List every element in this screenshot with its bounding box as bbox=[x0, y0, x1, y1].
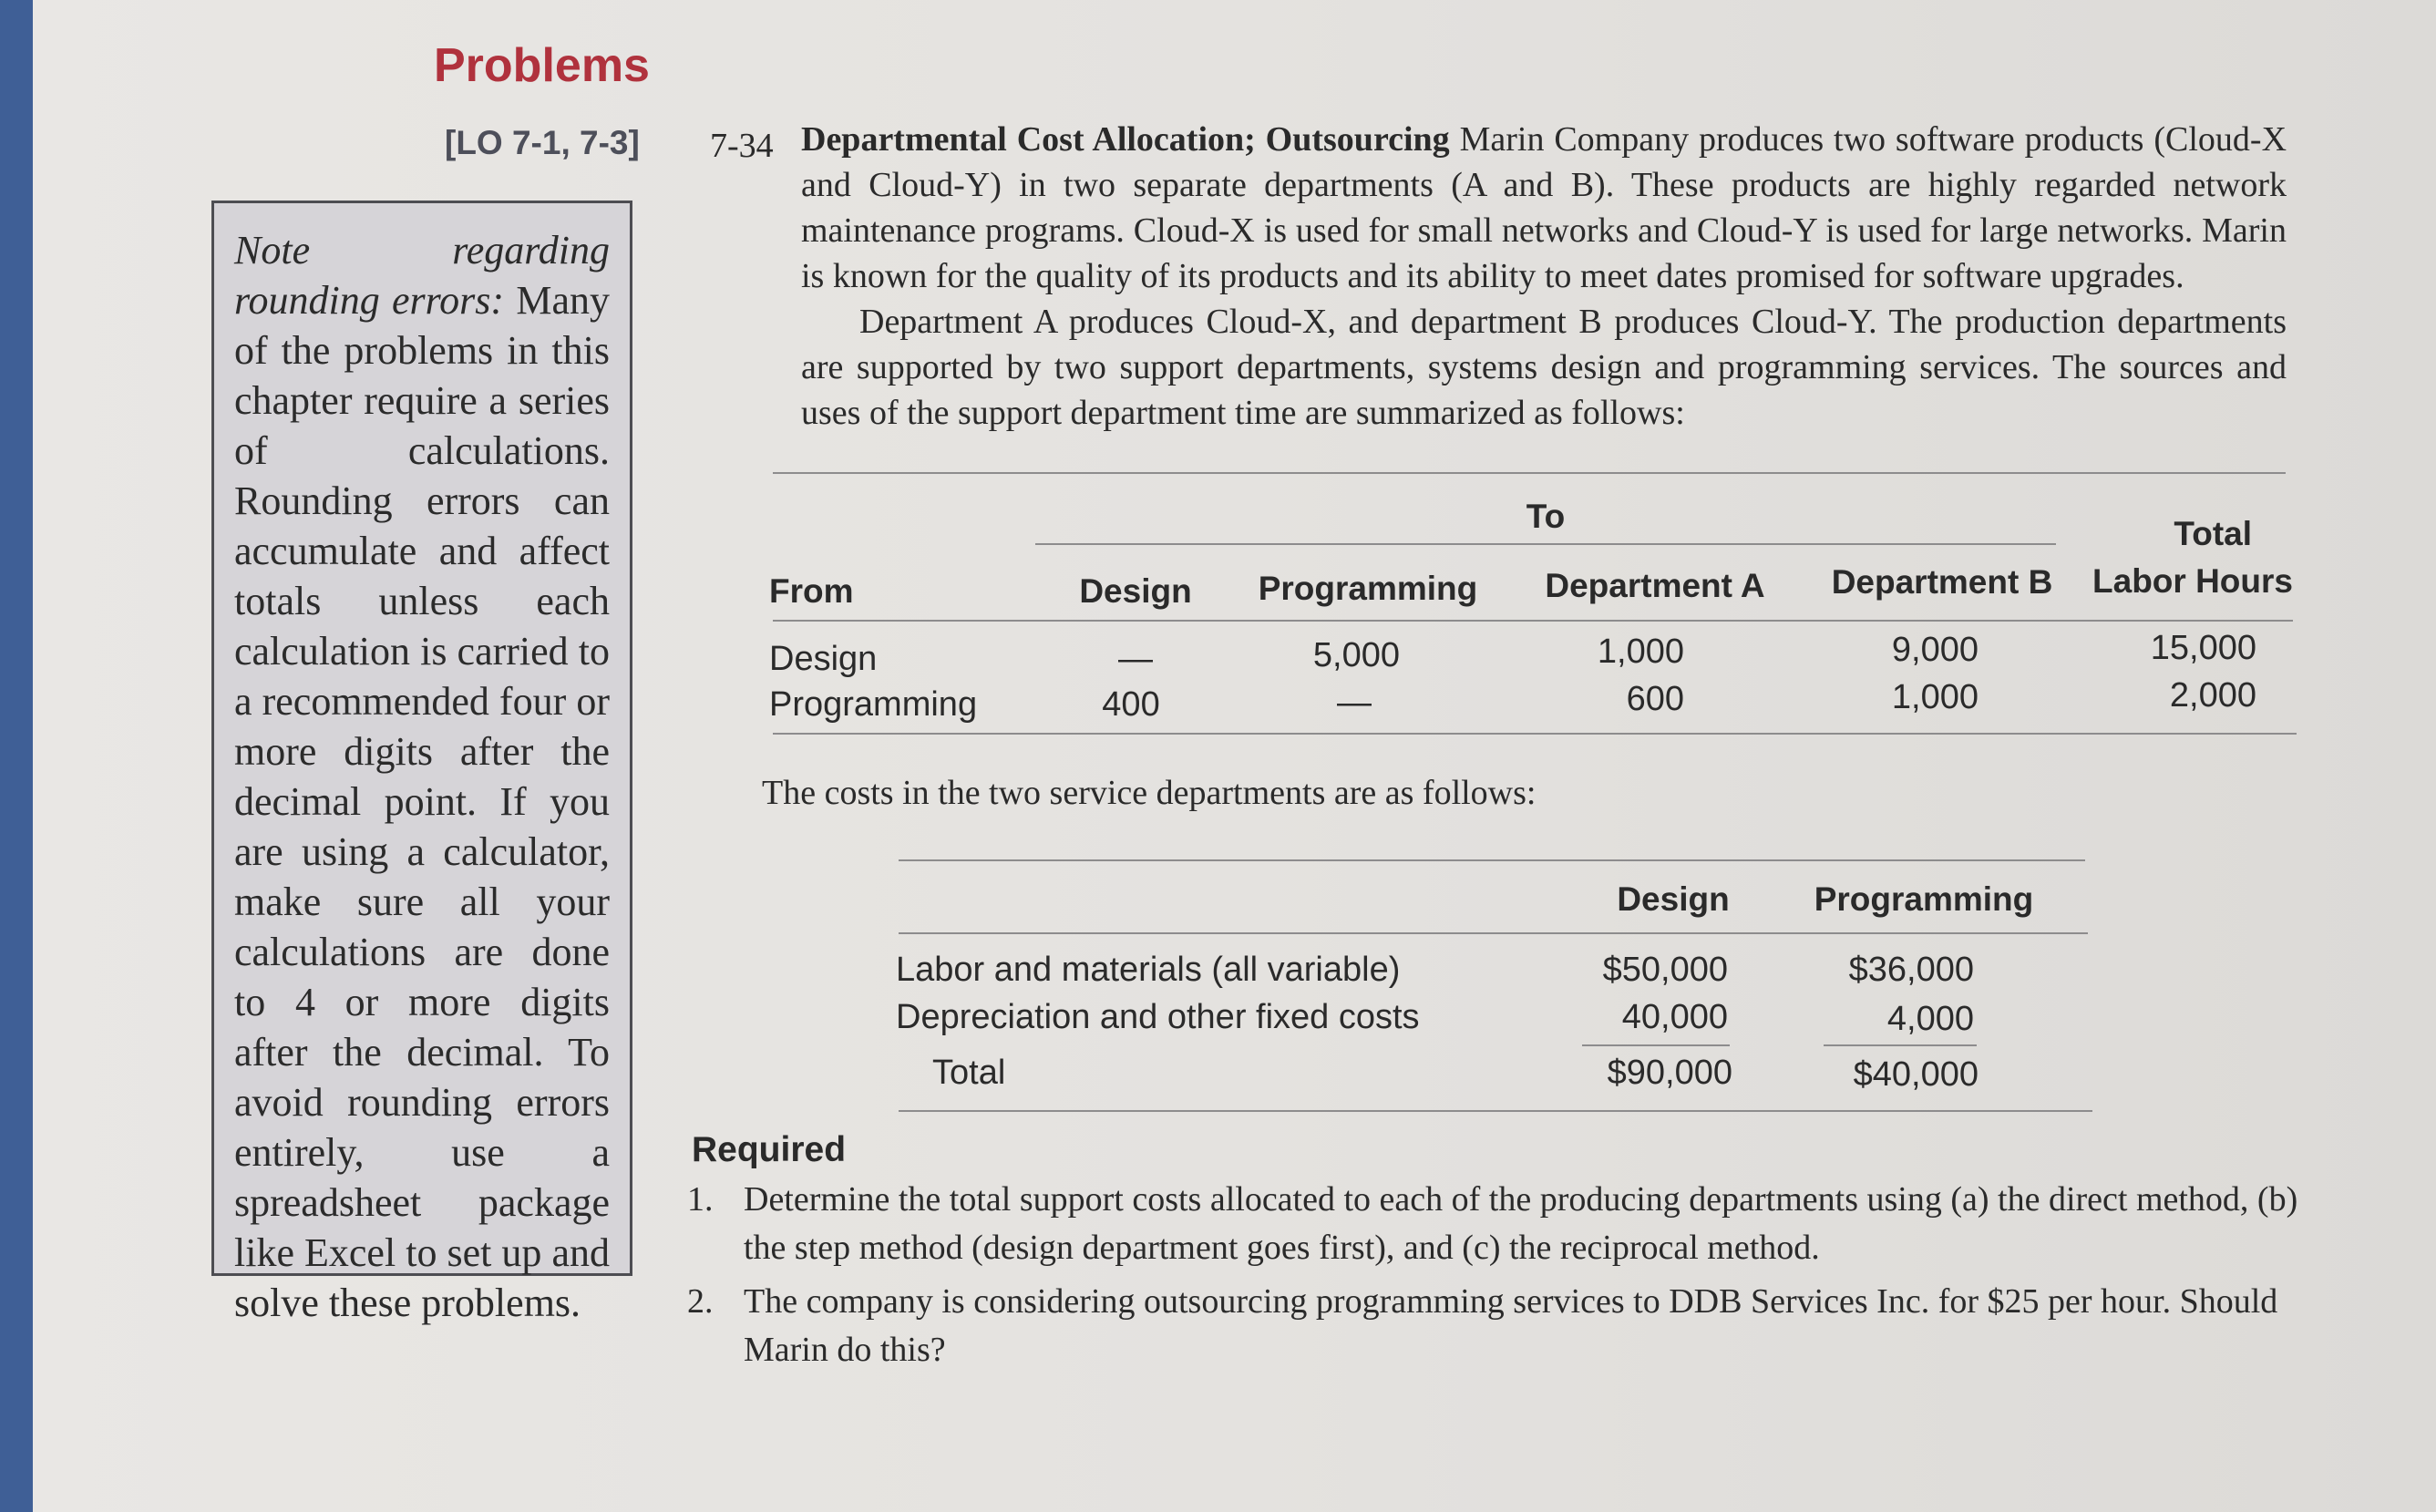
required-item-number: 1. bbox=[687, 1180, 714, 1219]
problem-paragraph-2: Department A produces Cloud-X, and department B produces Cloud-Y. The production departments are supported by two support departments, systems design and programming services. The sources and uses of the support department time are summarized as follows: bbox=[801, 303, 2287, 432]
usage-row-dept-a: 600 bbox=[1626, 680, 1684, 718]
rounding-note-box bbox=[211, 201, 632, 1325]
cost-row-programming: $40,000 bbox=[1853, 1055, 1979, 1094]
usage-col-programming: Programming bbox=[1258, 570, 1478, 607]
cost-row-design: 40,000 bbox=[1621, 998, 1728, 1036]
required-item-number: 2. bbox=[687, 1282, 714, 1321]
cost-row-label: Total bbox=[932, 1054, 1006, 1092]
note-italic-lead: Note regarding rounding errors: bbox=[234, 228, 610, 323]
usage-row-dept-a: 1,000 bbox=[1597, 633, 1684, 671]
cost-col-programming: Programming bbox=[1814, 880, 2034, 918]
usage-to-label: To bbox=[1526, 498, 1566, 535]
usage-table-bottom-rule bbox=[773, 733, 2297, 735]
list-item bbox=[687, 1176, 2328, 1272]
usage-row-programming: 5,000 bbox=[1312, 636, 1400, 674]
problem-text bbox=[801, 117, 2287, 436]
problem-title: Departmental Cost Allocation; Outsourcing bbox=[801, 120, 1450, 159]
required-list bbox=[687, 1176, 2328, 1380]
usage-col-from: From bbox=[769, 572, 854, 610]
problem-number: 7-34 bbox=[710, 127, 774, 165]
usage-col-department-a: Department A bbox=[1545, 567, 1765, 604]
cost-col-design: Design bbox=[1617, 880, 1730, 918]
required-heading: Required bbox=[692, 1130, 847, 1169]
cost-intro-text: The costs in the two service departments are as follows: bbox=[762, 774, 1537, 812]
note-body: Many of the problems in this chapter require a series of calculations. Rounding errors can accumulate and affect totals unless each calculation is carried to a recommended four or more digits after the decimal point. If you are using a calculator, make sure all your calculations are done to 4 or more digits after the decimal. To avoid rounding errors entirely, use a spreadsheet package like Excel to set up and solve these problems. bbox=[234, 278, 610, 1325]
cost-table-top-rule bbox=[899, 859, 2085, 861]
problem-paragraph-1: Marin Company produces two software products (Cloud-X and Cloud-Y) in two separate departments (A and B). These products are highly regarded network maintenance programs. Cloud-X is used for small networks and Cloud-Y is used for large networks. Marin is known for the quality of its products and its ability to meet dates promised for software upgrades. bbox=[801, 120, 2287, 295]
cost-row-programming: 4,000 bbox=[1886, 1000, 1974, 1038]
usage-row-design: 400 bbox=[1102, 685, 1160, 724]
list-item bbox=[687, 1278, 2328, 1374]
usage-col-department-b: Department B bbox=[1831, 563, 2053, 601]
cost-table-bottom-rule bbox=[899, 1110, 2092, 1112]
cost-row-label: Labor and materials (all variable) bbox=[896, 951, 1401, 989]
usage-header-rule bbox=[773, 620, 2293, 622]
textbook-page bbox=[33, 0, 2436, 1512]
learning-objectives: [LO 7-1, 7-3] bbox=[445, 124, 640, 161]
cost-header-rule bbox=[899, 932, 2088, 934]
usage-to-rule bbox=[1035, 543, 2056, 545]
cost-row-design: $50,000 bbox=[1602, 951, 1728, 989]
usage-row-programming: — bbox=[1337, 684, 1372, 722]
usage-total-label-1: Total bbox=[2174, 515, 2252, 552]
cost-design-subtotal-rule bbox=[1582, 1044, 1730, 1046]
usage-total-label-2: Labor Hours bbox=[2092, 562, 2293, 600]
usage-row-total: 2,000 bbox=[2169, 676, 2256, 715]
cost-row-label: Depreciation and other fixed costs bbox=[896, 998, 1420, 1036]
required-item-text: Determine the total support costs allocated to each of the producing departments using (a) the direct method, (b) the step method (design department goes first), and (c) the reciprocal method. bbox=[744, 1180, 2298, 1267]
usage-col-design: Design bbox=[1079, 572, 1192, 610]
usage-row-from: Design bbox=[769, 640, 878, 678]
cost-row-programming: $36,000 bbox=[1848, 951, 1974, 989]
required-item-text: The company is considering outsourcing programming services to DDB Services Inc. for $25 per hour. Should Marin do this? bbox=[744, 1282, 2278, 1369]
section-heading: Problems bbox=[434, 39, 650, 92]
usage-row-from: Programming bbox=[769, 685, 978, 724]
usage-row-design: — bbox=[1118, 640, 1153, 678]
usage-row-dept-b: 9,000 bbox=[1891, 631, 1979, 669]
usage-row-total: 15,000 bbox=[2150, 629, 2256, 667]
cost-row-design: $90,000 bbox=[1607, 1054, 1732, 1092]
usage-row-dept-b: 1,000 bbox=[1891, 678, 1979, 716]
usage-table-top-rule bbox=[773, 472, 2286, 474]
cost-programming-subtotal-rule bbox=[1824, 1044, 1977, 1046]
